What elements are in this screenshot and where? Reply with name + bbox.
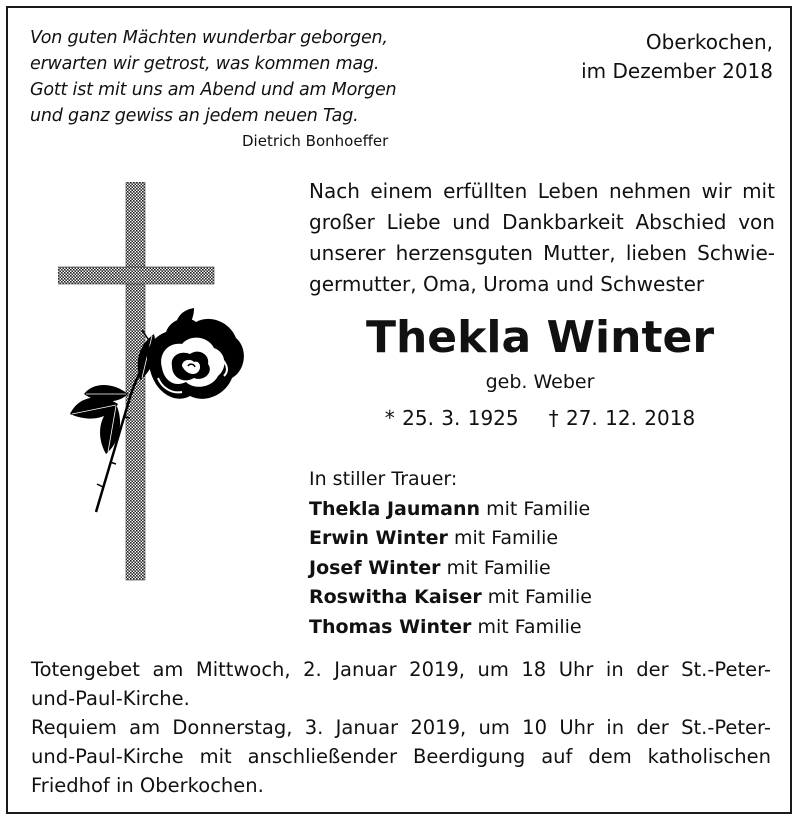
word: Leben: [537, 179, 599, 203]
mourner-line: [309, 495, 592, 525]
word: St.-Peter-: [681, 658, 771, 681]
mourner-suffix: mit Familie: [447, 527, 559, 549]
mourner-line: [309, 554, 592, 584]
word: in: [606, 716, 625, 739]
cross-with-rose-icon: [58, 182, 258, 582]
word: um: [477, 658, 509, 681]
word: der: [636, 716, 669, 739]
intro-line-1: [309, 176, 775, 207]
requiem-line-1: [31, 713, 771, 742]
quote-line-2: erwarten wir getrost, was kommen mag.: [30, 54, 380, 74]
word: 2019,: [410, 716, 467, 739]
quote-author: Dietrich Bonhoeffer: [242, 132, 389, 150]
word: dem: [588, 745, 632, 768]
word: 2019,: [409, 658, 465, 681]
word: Schwie-: [697, 241, 775, 265]
word: unserer: [309, 241, 386, 265]
word: anschließender: [247, 745, 398, 768]
word: wir: [701, 179, 732, 203]
deceased-name: Thekla Winter: [365, 312, 715, 363]
quote-line-4: und ganz gewiss an jedem neuen Tag.: [30, 106, 359, 126]
word: Uhr: [559, 716, 594, 739]
word: 2.: [303, 658, 322, 681]
mourner-line: [309, 613, 592, 643]
quote-line-1: Von guten Mächten wunderbar geborgen,: [30, 28, 388, 48]
quote-line-3: Gott ist mit uns am Abend und am Morgen: [30, 80, 397, 100]
place-date: [581, 28, 773, 86]
word: am: [152, 658, 184, 681]
word: um: [478, 716, 510, 739]
word: auf: [541, 745, 573, 768]
word: erfüllten: [443, 179, 528, 203]
requiem-line-3: Friedhof in Oberkochen.: [31, 774, 264, 797]
word: Mutter,: [543, 241, 616, 265]
word: 3.: [304, 716, 324, 739]
mourner-name: Thekla Jaumann: [309, 497, 481, 520]
intro-line-4: germutter, Oma, Uroma und Schwester: [309, 272, 705, 296]
mourner-name: Roswitha Kaiser: [309, 586, 482, 608]
date: im Dezember 2018: [581, 59, 773, 83]
word: Dankbarkeit: [502, 210, 624, 234]
word: herzensguten: [395, 241, 533, 265]
word: großer: [309, 210, 375, 234]
bonhoeffer-quote: [30, 25, 430, 129]
place: Oberkochen,: [645, 30, 773, 54]
intro-line-2: [309, 207, 775, 238]
word: Donnerstag,: [172, 716, 293, 739]
word: 18: [521, 658, 547, 681]
word: Requiem: [31, 716, 117, 739]
mourner-suffix: mit Familie: [480, 497, 591, 520]
mourner-line: [309, 524, 592, 554]
word: am: [129, 716, 161, 739]
prayer-line-1: [31, 655, 771, 684]
mourner-suffix: mit Familie: [481, 586, 592, 608]
word: Januar: [334, 658, 397, 681]
word: Januar: [335, 716, 399, 739]
birth-name: geb. Weber: [485, 371, 595, 393]
word: katholischen: [647, 745, 771, 768]
life-dates: [300, 406, 780, 430]
word: Uhr: [558, 658, 594, 681]
mourners-heading: In stiller Trauer:: [309, 468, 458, 490]
word: und: [452, 210, 491, 234]
word: und-Paul-Kirche: [31, 745, 184, 768]
mourner-suffix: mit Familie: [440, 556, 551, 579]
word: Liebe: [386, 210, 441, 234]
word: Abschied: [635, 210, 727, 234]
word: nehmen: [608, 179, 692, 203]
word: mit: [742, 179, 775, 203]
word: von: [738, 210, 775, 234]
requiem-line-2: [31, 742, 771, 771]
mourner-name: Josef Winter: [309, 556, 441, 579]
mourner-line: [309, 583, 592, 613]
word: Nach: [309, 179, 360, 203]
word: lieben: [625, 241, 687, 265]
mourner-name: Thomas Winter: [309, 615, 472, 638]
word: in: [605, 658, 624, 681]
mourners-block: [309, 465, 592, 642]
word: der: [636, 658, 669, 681]
word: Totengebet: [31, 658, 140, 681]
death-date: † 27. 12. 2018: [548, 406, 696, 430]
intro-line-3: [309, 238, 775, 269]
mourner-name: Erwin Winter: [309, 527, 448, 549]
mourner-suffix: mit Familie: [471, 615, 582, 638]
birth-date: * 25. 3. 1925: [384, 406, 519, 430]
intro-text: [309, 176, 775, 300]
prayer-line-2: und-Paul-Kirche.: [31, 687, 190, 710]
word: 10: [522, 716, 547, 739]
word: St.-Peter-: [681, 716, 771, 739]
service-announcements: [31, 655, 771, 800]
word: Beerdigung: [412, 745, 526, 768]
word: Mittwoch,: [195, 658, 291, 681]
word: mit: [199, 745, 232, 768]
word: einem: [370, 179, 433, 203]
